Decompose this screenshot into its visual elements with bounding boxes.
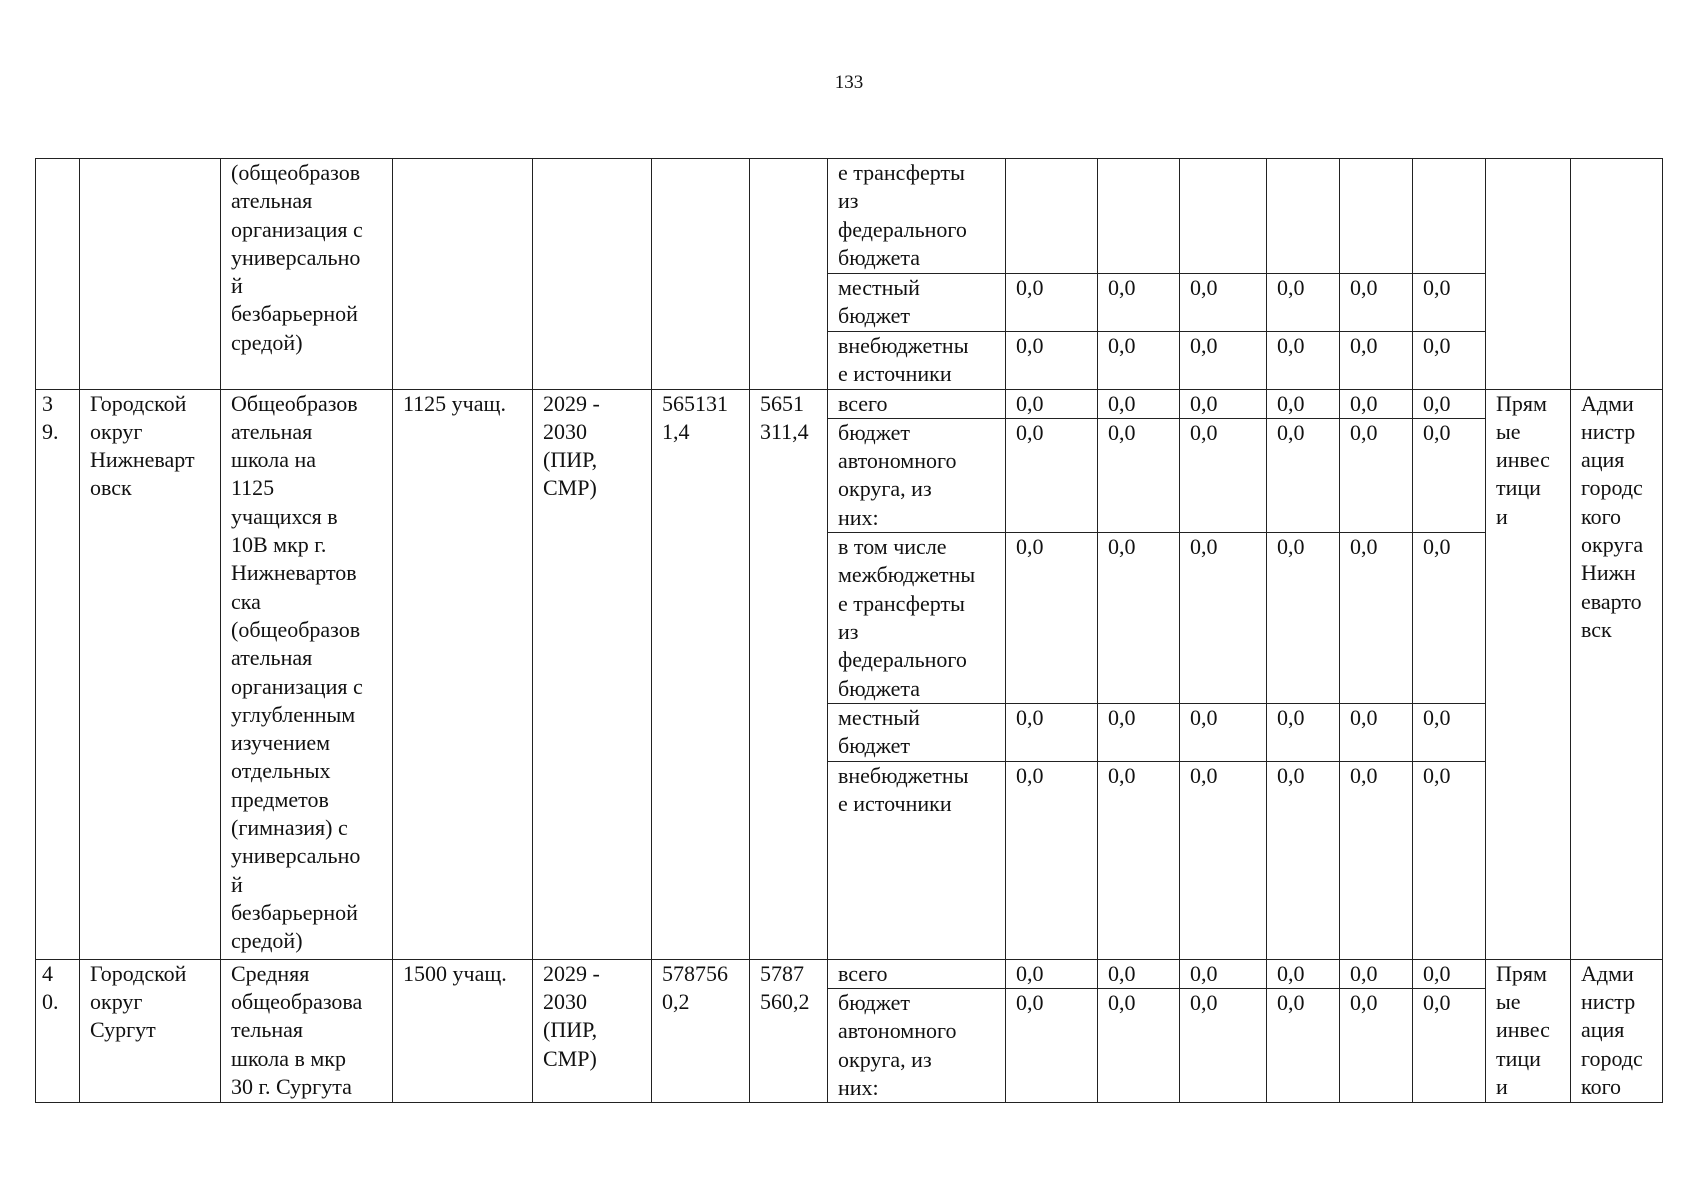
cell-total: 5651 311,4 [750, 389, 828, 959]
cell-source-label: местный бюджет [828, 274, 1006, 332]
cell-executor: Адми нистр ация городс кого [1571, 959, 1663, 1102]
cell-value [1006, 159, 1098, 274]
cell-value: 0,0 [1413, 704, 1486, 762]
cell-value: 0,0 [1340, 331, 1413, 389]
cell-value: 0,0 [1180, 418, 1267, 532]
cell-value: 0,0 [1267, 959, 1340, 988]
cell-value: 0,0 [1098, 761, 1180, 959]
cell-value: 0,0 [1413, 533, 1486, 704]
cell-value: 0,0 [1413, 331, 1486, 389]
cell-value: 0,0 [1413, 418, 1486, 532]
cell-value: 0,0 [1413, 761, 1486, 959]
cell-source-label: в том числе межбюджетны е трансферты из федерального бюджета [828, 533, 1006, 704]
cell-total [750, 159, 828, 390]
cell-value: 0,0 [1006, 761, 1098, 959]
cell-value [1098, 159, 1180, 274]
cell-value: 0,0 [1340, 418, 1413, 532]
cell-value: 0,0 [1180, 331, 1267, 389]
cell-value: 0,0 [1180, 533, 1267, 704]
cell-value: 0,0 [1098, 988, 1180, 1102]
cell-value: 0,0 [1340, 959, 1413, 988]
cell-source-label: местный бюджет [828, 704, 1006, 762]
cell-source-label: внебюджетны е источники [828, 761, 1006, 959]
cell-capacity: 1500 учащ. [393, 959, 533, 1102]
cell-value: 0,0 [1006, 418, 1098, 532]
cell-num: 4 0. [36, 959, 80, 1102]
cell-investment-type: Прям ые инвес тици и [1486, 959, 1571, 1102]
cell-value: 0,0 [1180, 988, 1267, 1102]
cell-value: 0,0 [1413, 274, 1486, 332]
cell-capacity [393, 159, 533, 390]
cell-value [1340, 159, 1413, 274]
cell-value: 0,0 [1006, 704, 1098, 762]
cell-value: 0,0 [1413, 988, 1486, 1102]
cell-value: 0,0 [1006, 988, 1098, 1102]
table-row [36, 159, 1663, 274]
cell-value: 0,0 [1180, 959, 1267, 988]
cell-value: 0,0 [1006, 533, 1098, 704]
cell-municipality: Городской округ Нижневарт овск [80, 389, 221, 959]
table-row [36, 959, 1663, 988]
cell-value: 0,0 [1340, 533, 1413, 704]
cell-value: 0,0 [1267, 331, 1340, 389]
cell-value: 0,0 [1267, 418, 1340, 532]
cell-source-label: всего [828, 959, 1006, 988]
cell-value: 0,0 [1340, 389, 1413, 418]
cell-source-label: е трансферты из федерального бюджета [828, 159, 1006, 274]
cell-value: 0,0 [1267, 389, 1340, 418]
cell-value: 0,0 [1098, 389, 1180, 418]
cell-period [533, 159, 652, 390]
cell-value [1267, 159, 1340, 274]
cell-investment-type: Прям ые инвес тици и [1486, 389, 1571, 959]
cell-value: 0,0 [1098, 533, 1180, 704]
cell-value: 0,0 [1267, 704, 1340, 762]
cell-value [1413, 159, 1486, 274]
cell-value: 0,0 [1267, 533, 1340, 704]
cell-value: 0,0 [1340, 761, 1413, 959]
cell-value: 0,0 [1267, 761, 1340, 959]
cell-value: 0,0 [1098, 959, 1180, 988]
cell-source-label: бюджет автономного округа, из них: [828, 988, 1006, 1102]
cell-value: 0,0 [1413, 389, 1486, 418]
cell-value: 0,0 [1180, 704, 1267, 762]
cell-municipality [80, 159, 221, 390]
cell-executor [1571, 159, 1663, 390]
cell-value: 0,0 [1098, 274, 1180, 332]
cell-value: 0,0 [1267, 988, 1340, 1102]
cell-value: 0,0 [1006, 389, 1098, 418]
cell-value: 0,0 [1413, 959, 1486, 988]
cell-value: 0,0 [1340, 988, 1413, 1102]
cell-total: 5787 560,2 [750, 959, 828, 1102]
cell-source-label: бюджет автономного округа, из них: [828, 418, 1006, 532]
cell-cost: 565131 1,4 [652, 389, 750, 959]
cell-num: 3 9. [36, 389, 80, 959]
cell-capacity: 1125 учащ. [393, 389, 533, 959]
cell-value: 0,0 [1098, 418, 1180, 532]
cell-value: 0,0 [1267, 274, 1340, 332]
cell-value: 0,0 [1340, 274, 1413, 332]
cell-value [1180, 159, 1267, 274]
cell-value: 0,0 [1098, 331, 1180, 389]
cell-cost: 578756 0,2 [652, 959, 750, 1102]
cell-period: 2029 - 2030 (ПИР, СМР) [533, 389, 652, 959]
cell-cost [652, 159, 750, 390]
page-number: 133 [834, 72, 864, 93]
cell-value: 0,0 [1006, 959, 1098, 988]
cell-investment-type [1486, 159, 1571, 390]
table-row [36, 389, 1663, 418]
cell-municipality: Городской округ Сургут [80, 959, 221, 1102]
cell-object-name: Средняя общеобразова тельная школа в мкр 30 г. Сургута [221, 959, 393, 1102]
cell-value: 0,0 [1180, 274, 1267, 332]
cell-object-name: Общеобразов ательная школа на 1125 учащихся в 10В мкр г. Нижневартов ска (общеобразов ательная организация с углубленным изучением отдельных предметов (гимназия) с универсально й безбарьерной средой) [221, 389, 393, 959]
cell-period: 2029 - 2030 (ПИР, СМР) [533, 959, 652, 1102]
cell-executor: Адми нистр ация городс кого округа Нижн еварто вск [1571, 389, 1663, 959]
cell-value: 0,0 [1098, 704, 1180, 762]
cell-value: 0,0 [1006, 274, 1098, 332]
cell-value: 0,0 [1340, 704, 1413, 762]
cell-object-name: (общеобразов ательная организация с универсально й безбарьерной средой) [221, 159, 393, 390]
cell-value: 0,0 [1180, 761, 1267, 959]
investment-table [35, 158, 1663, 1103]
cell-num [36, 159, 80, 390]
cell-source-label: внебюджетны е источники [828, 331, 1006, 389]
cell-value: 0,0 [1180, 389, 1267, 418]
cell-source-label: всего [828, 389, 1006, 418]
cell-value: 0,0 [1006, 331, 1098, 389]
